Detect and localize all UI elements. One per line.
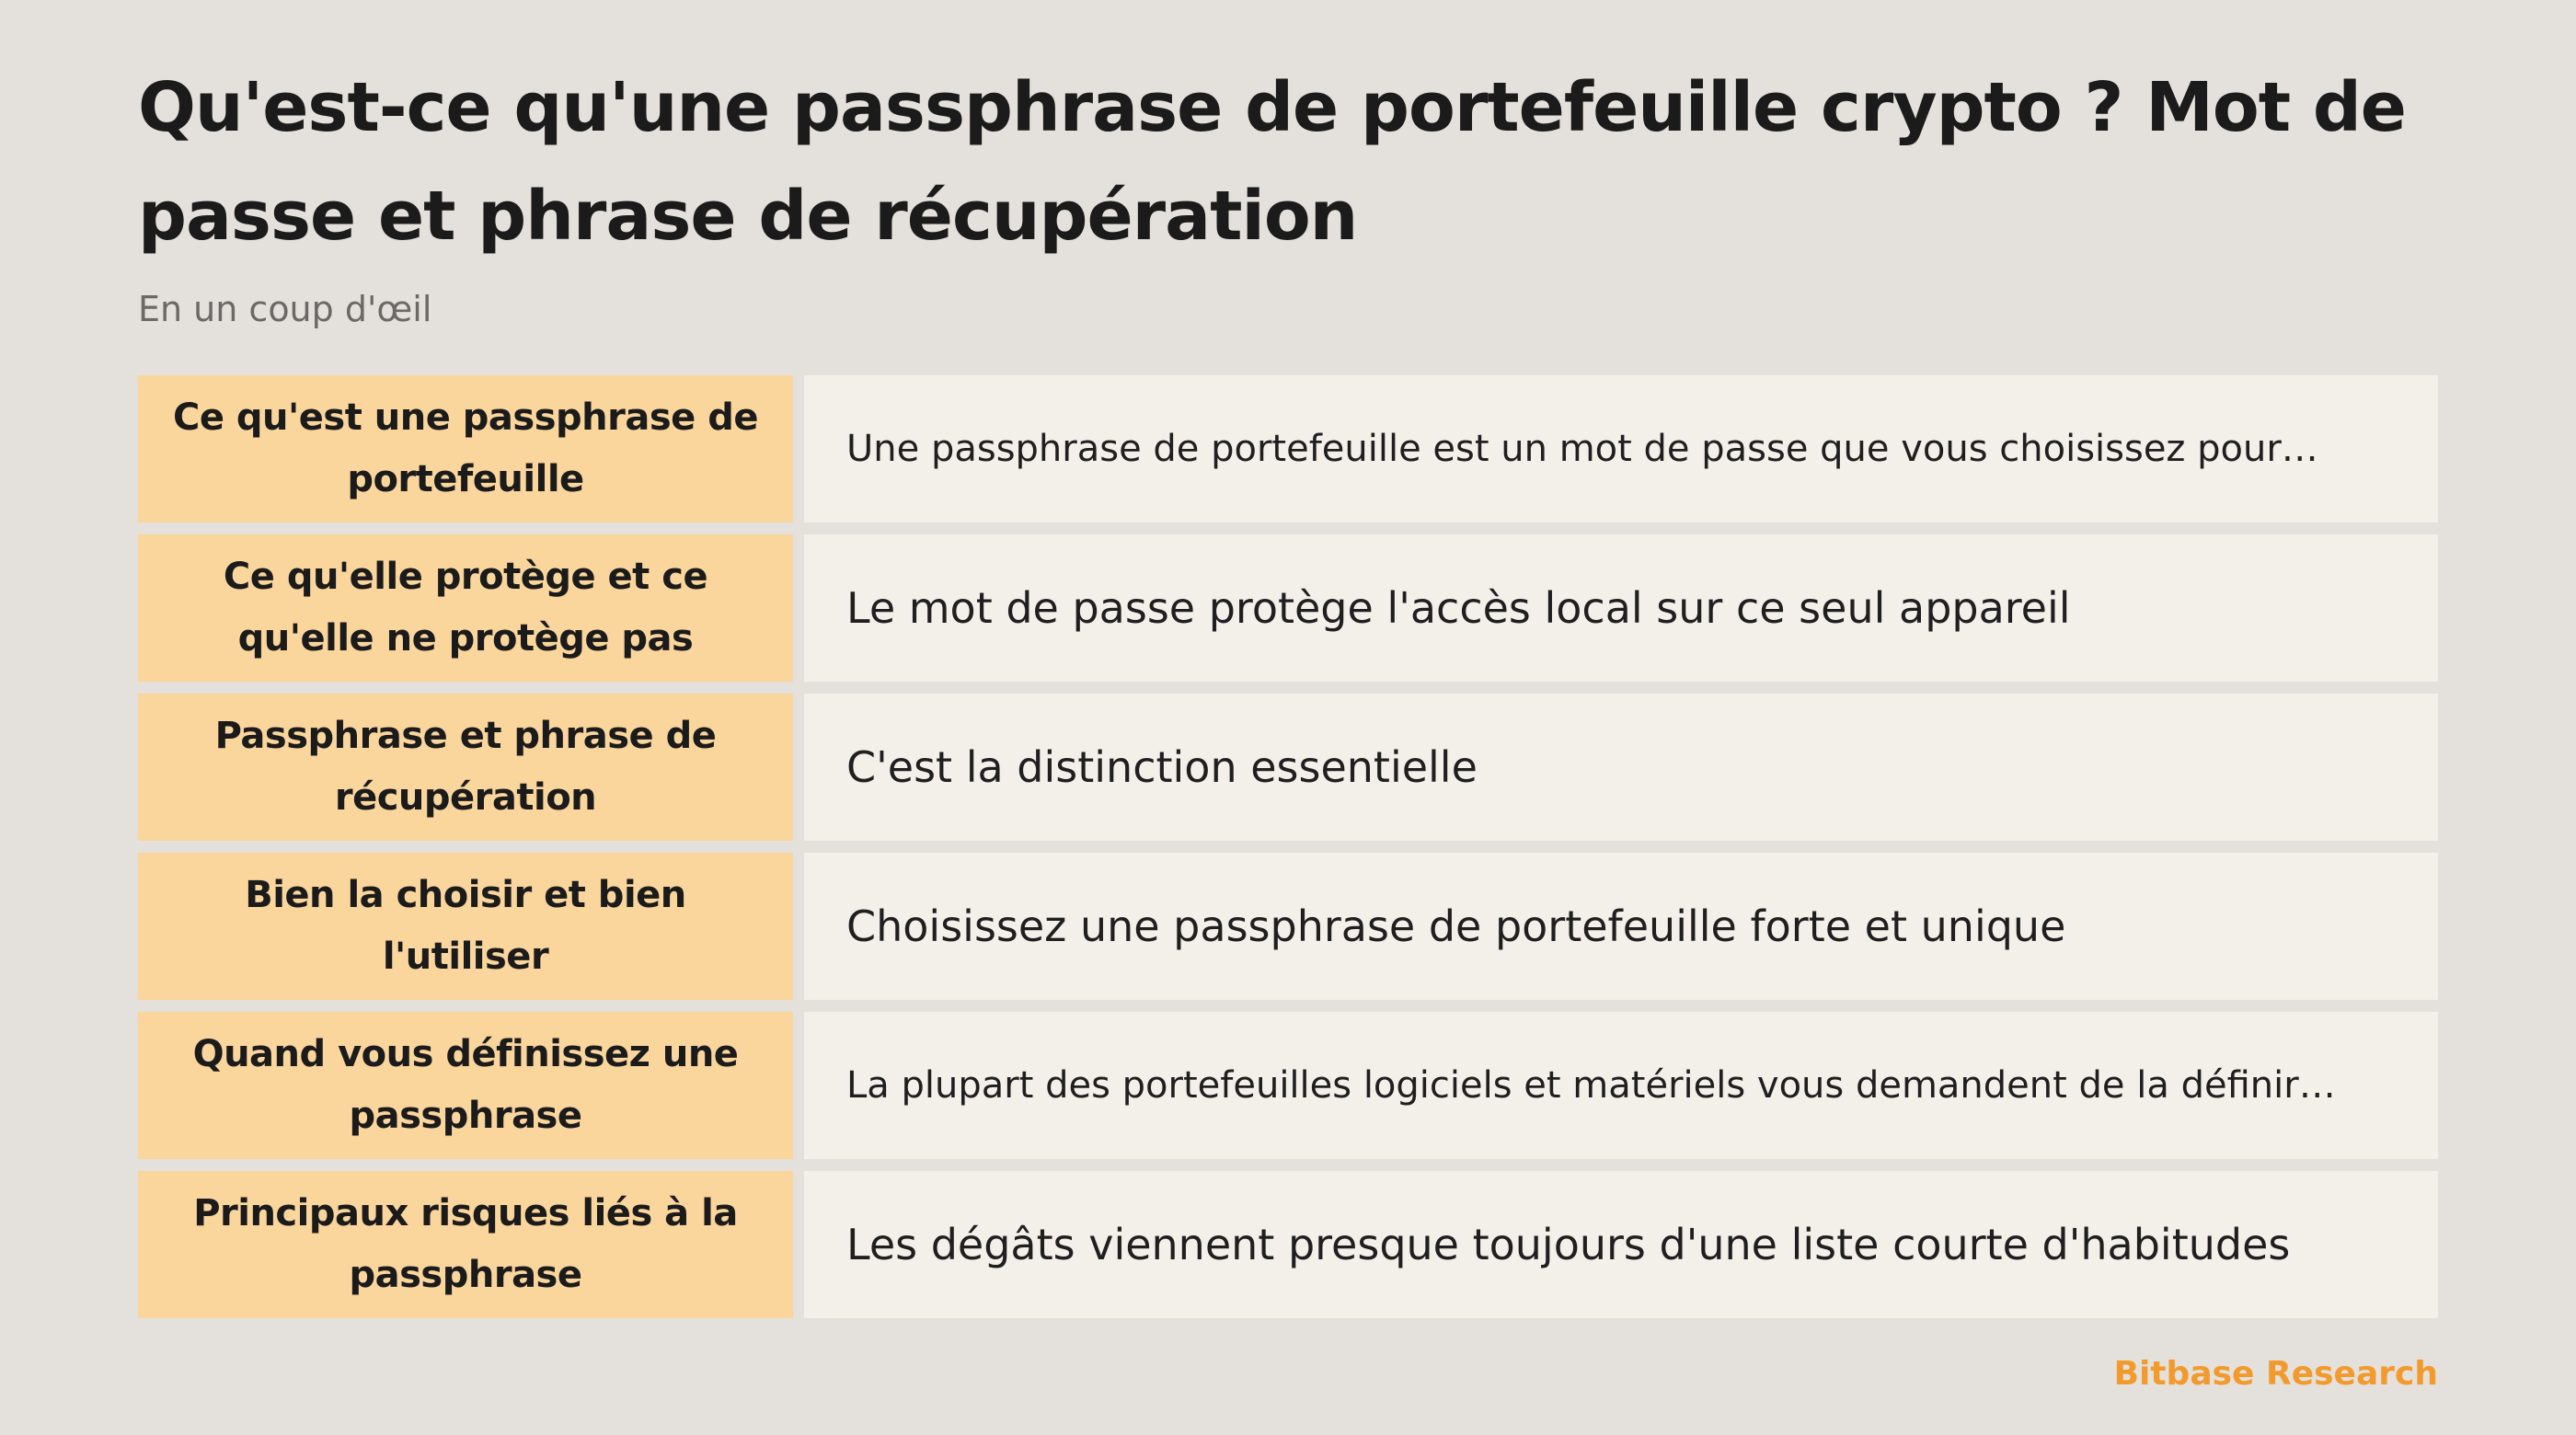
row-value-cell <box>804 694 2438 841</box>
table-row <box>138 853 2438 1000</box>
row-value: Les dégâts viennent presque toujours d'une liste courte d'habitudes <box>846 1220 2291 1269</box>
row-label: Quand vous définissez une passphrase <box>192 1033 739 1137</box>
row-value-cell <box>804 375 2438 522</box>
row-label-cell <box>138 534 793 682</box>
page <box>138 0 2438 1435</box>
row-value-cell <box>804 1171 2438 1318</box>
row-value: La plupart des portefeuilles logiciels et matériels vous demandent de la définir… <box>846 1064 2336 1107</box>
summary-table <box>138 375 2438 1330</box>
row-value-cell <box>804 1012 2438 1159</box>
row-value: C'est la distinction essentielle <box>846 742 1478 792</box>
row-label: Ce qu'elle protège et ce qu'elle ne protège pas <box>223 556 708 660</box>
table-row <box>138 694 2438 841</box>
row-value-cell <box>804 534 2438 682</box>
row-label: Ce qu'est une passphrase de portefeuille <box>173 396 758 500</box>
row-label-cell <box>138 853 793 1000</box>
row-label: Passphrase et phrase de récupération <box>214 715 717 819</box>
row-label: Bien la choisir et bien l'utiliser <box>245 874 686 978</box>
row-label-cell <box>138 375 793 522</box>
row-value: Une passphrase de portefeuille est un mot de passe que vous choisissez pour… <box>846 428 2318 470</box>
brand-footer: Bitbase Research <box>2113 1355 2438 1393</box>
row-value: Choisissez une passphrase de portefeuille forte et unique <box>846 901 2066 951</box>
row-label-cell <box>138 1171 793 1318</box>
row-label: Principaux risques liés à la passphrase <box>193 1192 738 1296</box>
row-label-cell <box>138 694 793 841</box>
page-subtitle: En un coup d'œil <box>138 289 432 329</box>
page-title: Qu'est-ce qu'une passphrase de portefeuille crypto ? Mot de passe et phrase de récupération <box>138 68 2406 256</box>
row-value: Le mot de passe protège l'accès local sur ce seul appareil <box>846 583 2071 633</box>
row-value-cell <box>804 853 2438 1000</box>
table-row <box>138 1012 2438 1159</box>
table-row <box>138 534 2438 682</box>
table-row <box>138 1171 2438 1318</box>
table-row <box>138 375 2438 522</box>
row-label-cell <box>138 1012 793 1159</box>
